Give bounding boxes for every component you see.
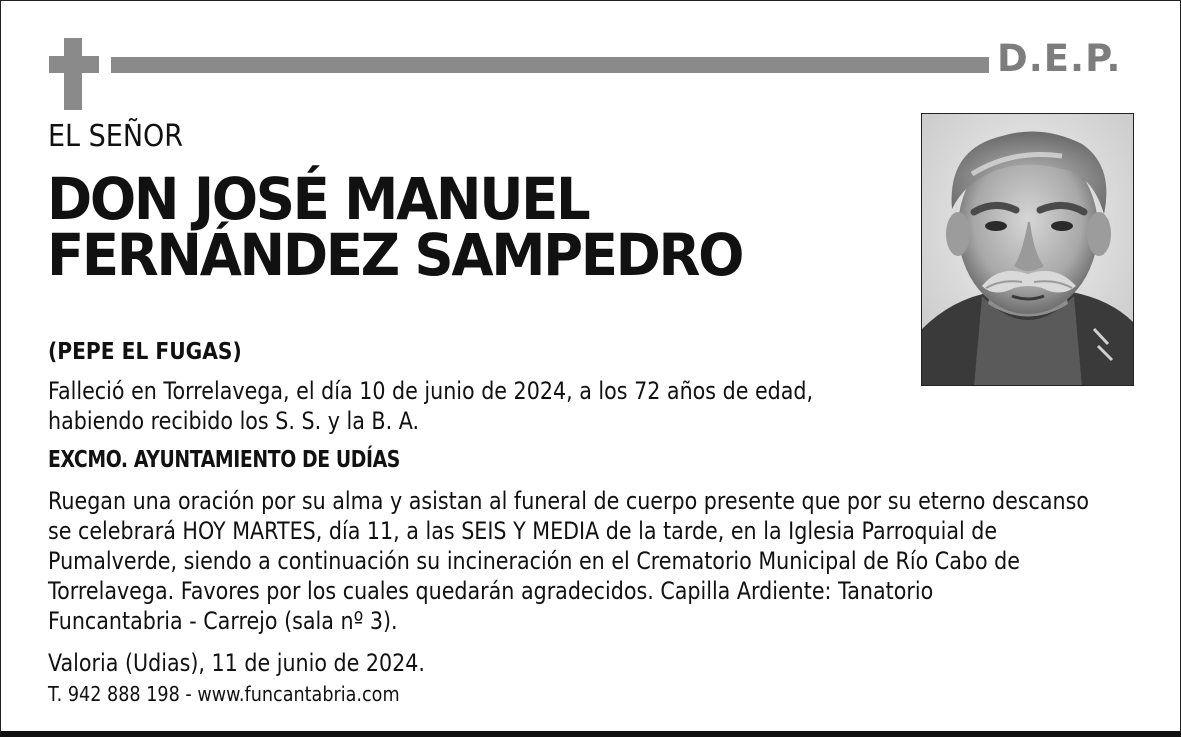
- funeral-line: Torrelavega. Favores por los cuales quedarán agradecidos. Capilla Ardiente: Tanatorio: [48, 577, 934, 605]
- funeral-line: Funcantabria - Carrejo (sala nº 3).: [48, 607, 398, 635]
- name-line-1: DON JOSÉ MANUEL: [47, 165, 589, 233]
- death-line-2: habiendo recibido los S. S. y la B. A.: [48, 407, 420, 435]
- pre-title: EL SEÑOR: [48, 119, 184, 154]
- portrait-image: [922, 114, 1134, 386]
- contact-info: T. 942 888 198 - www.funcantabria.com: [48, 682, 400, 706]
- dep-label: D.E.P.: [997, 37, 1122, 80]
- deceased-name: [47, 165, 743, 289]
- death-details: [48, 376, 813, 436]
- place-date: Valoria (Udias), 11 de junio de 2024.: [48, 649, 425, 677]
- funeral-line: Pumalverde, siendo a continuación su incineración en el Crematorio Municipal de Río Cabo de: [48, 547, 1020, 575]
- header-rule: [111, 57, 989, 73]
- nickname: (PEPE EL FUGAS): [48, 339, 242, 365]
- death-line-1: Falleció en Torrelavega, el día 10 de junio de 2024, a los 72 años de edad,: [48, 377, 814, 405]
- cross-icon: [49, 38, 99, 110]
- funeral-details: [48, 486, 1089, 636]
- funeral-line: Ruegan una oración por su alma y asistan al funeral de cuerpo presente que por su eterno descanso: [48, 487, 1089, 515]
- organization: EXCMO. AYUNTAMIENTO DE UDÍAS: [48, 447, 400, 473]
- name-line-2: FERNÁNDEZ SAMPEDRO: [47, 221, 743, 289]
- portrait-photo: [921, 113, 1134, 386]
- funeral-line: se celebrará HOY MARTES, día 11, a las SEIS Y MEDIA de la tarde, en la Iglesia Parroquial de: [48, 517, 998, 545]
